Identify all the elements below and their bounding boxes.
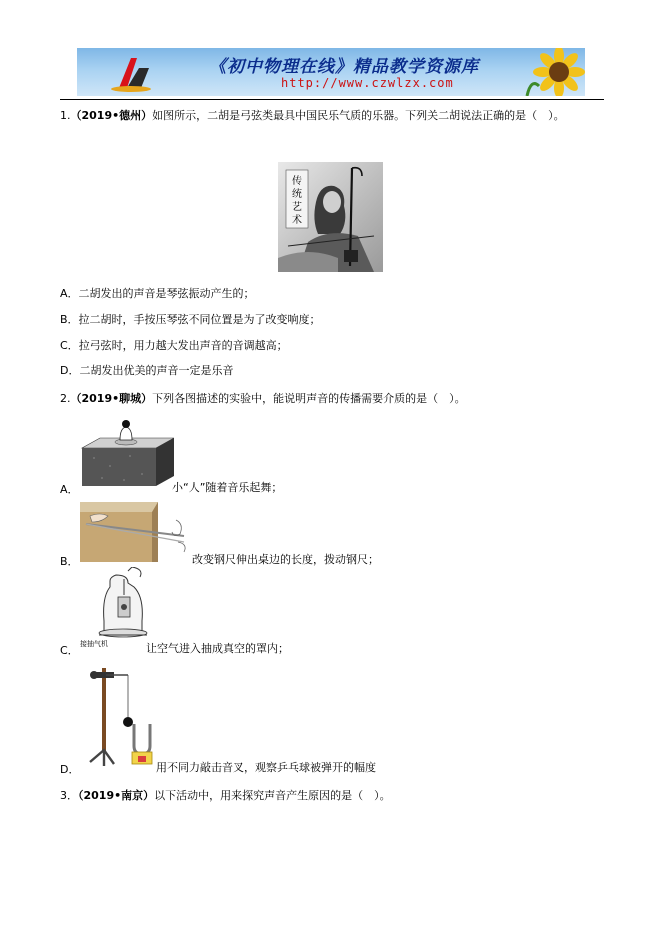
svg-text:艺: 艺 — [292, 202, 302, 213]
site-logo-icon — [109, 54, 155, 92]
bell-jar-figure — [80, 567, 150, 647]
q2-option-c-text: 让空气进入抽成真空的罩内； — [146, 642, 289, 655]
q2-option-b-text: 改变钢尺伸出桌边的长度，拨动钢尺； — [192, 553, 379, 566]
svg-text:术: 术 — [292, 215, 302, 226]
header-banner — [77, 48, 585, 96]
tuning-fork-figure — [80, 662, 160, 770]
q1-option-c: C．拉弓弦时，用力越大发出声音的音调越高； — [60, 339, 288, 352]
banner-title: 《初中物理在线》精品教学资源库 — [209, 57, 479, 77]
banner-url[interactable]: http://www.czwlzx.com — [281, 76, 454, 90]
q2-option-c-label: C． — [60, 644, 79, 657]
svg-text:统: 统 — [292, 189, 302, 200]
header-rule — [60, 99, 604, 100]
q1-option-a: A．二胡发出的声音是琴弦振动产生的； — [60, 287, 255, 300]
q1-option-d: D．二胡发出优美的声音一定是乐音 — [60, 364, 234, 377]
q2-option-b-label: B． — [60, 555, 79, 568]
question-2-stem: 2.（2019•聊城）下列各图描述的实验中，能说明声音的传播需要介质的是（ ）。 — [60, 392, 466, 405]
q1-option-b: B．拉二胡时，手按压琴弦不同位置是为了改变响度； — [60, 313, 321, 326]
q2-option-a-text: 小“人”随着音乐起舞； — [172, 481, 283, 494]
vacuum-pump-label: 接抽气机 — [80, 640, 108, 647]
ruler-table-figure — [80, 502, 192, 562]
q2-option-a-label: A． — [60, 483, 79, 496]
sunflower-icon — [523, 48, 585, 96]
q2-option-d-text: 用不同力敲击音叉，观察乒乓球被弹开的幅度 — [156, 761, 376, 774]
question-3-stem: 3．（2019•南京）以下活动中，用来探究声音产生原因的是（ ）。 — [60, 789, 391, 802]
svg-text:传: 传 — [292, 176, 302, 187]
q2-option-d-label: D． — [60, 763, 80, 776]
erhu-figure — [278, 162, 383, 272]
question-1-stem: 1.（2019•德州）如图所示，二胡是弓弦类最具中国民乐气质的乐器。下列关二胡说法正确的是（ ）。 — [60, 109, 565, 122]
speaker-dancer-figure — [80, 418, 174, 488]
